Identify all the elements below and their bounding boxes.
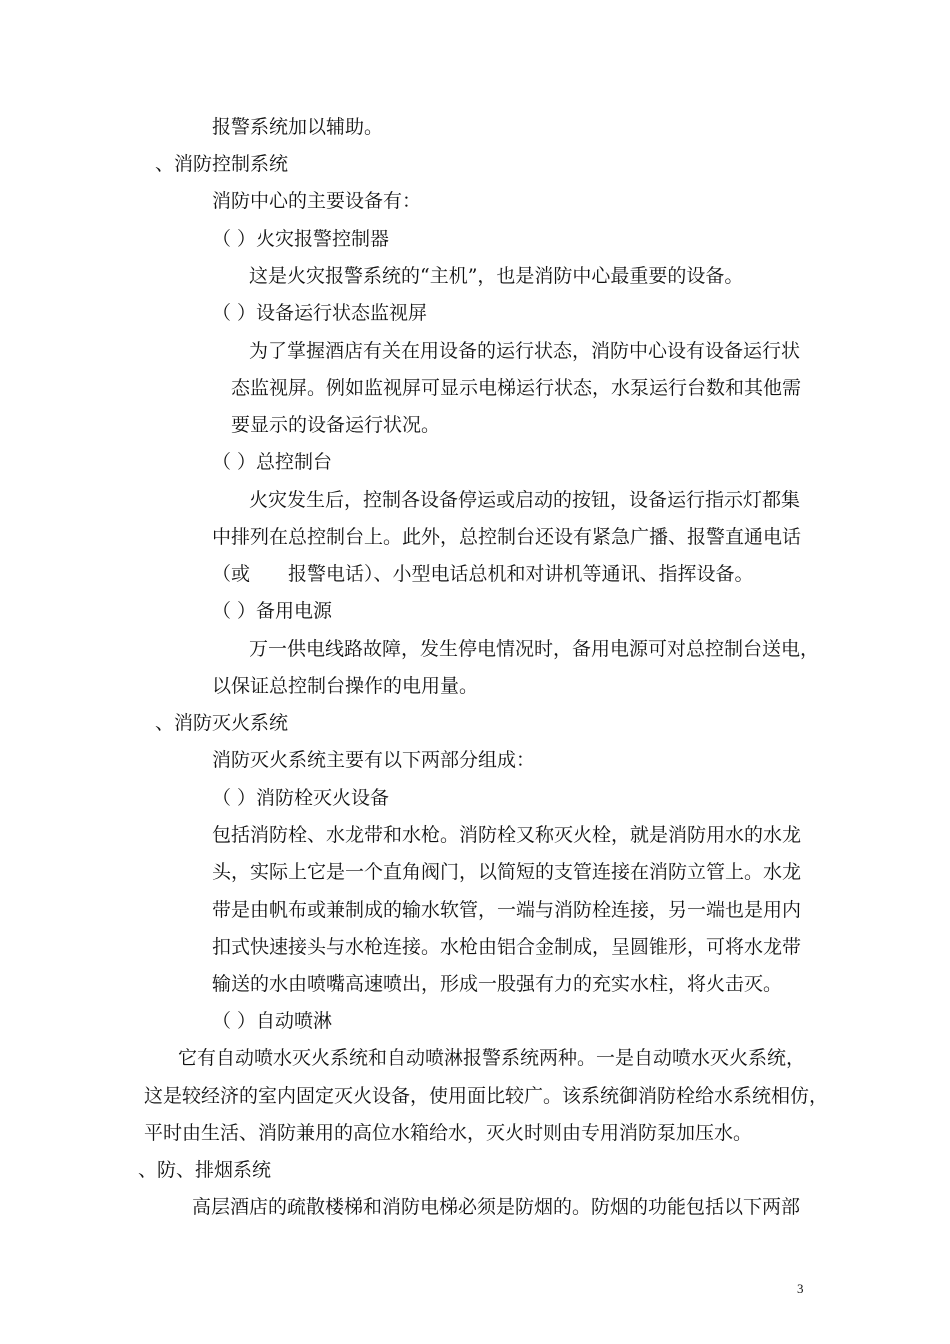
paragraph-line: 输送的水由喷嘴高速喷出，形成一股强有力的充实水柱，将火击灭。 <box>212 973 783 995</box>
paragraph-line: 要显示的设备运行状况。 <box>231 414 441 436</box>
section-heading: 、消防灭火系统 <box>155 712 289 734</box>
paragraph-line: 中排列在总控制台上。此外，总控制台还设有紧急广播、报警直通电话 <box>212 526 802 548</box>
paragraph-line: （或 报警电话）、小型电话总机和对讲机等通讯、指挥设备。 <box>212 563 754 585</box>
paragraph-line: 消防灭火系统主要有以下两部分组成： <box>212 749 536 771</box>
paragraph-line: 这是火灾报警系统的“主机”，也是消防中心最重要的设备。 <box>249 265 744 287</box>
section-heading: 、消防控制系统 <box>155 153 289 175</box>
subsection-heading: （ ）备用电源 <box>212 600 333 622</box>
subsection-heading: （ ）自动喷淋 <box>212 1010 333 1032</box>
section-heading: 、防、排烟系统 <box>138 1159 272 1181</box>
paragraph-line: 火灾发生后，控制各设备停运或启动的按钮，设备运行指示灯都集 <box>249 489 801 511</box>
subsection-heading: （ ）设备运行状态监视屏 <box>212 302 428 324</box>
paragraph-line: 高层酒店的疏散楼梯和消防电梯必须是防烟的。防烟的功能包括以下两部 <box>192 1196 801 1218</box>
paragraph-line: 这是较经济的室内固定灭火设备，使用面比较广。该系统御消防栓给水系统相仿， <box>144 1085 829 1107</box>
paragraph-line: 消防中心的主要设备有： <box>212 190 422 212</box>
paragraph-line: 以保证总控制台操作的电用量。 <box>212 675 479 697</box>
paragraph-line: 扣式快速接头与水枪连接。水枪由铝合金制成，呈圆锥形，可将水龙带 <box>212 936 802 958</box>
paragraph-line: 平时由生活、消防兼用的高位水箱给水，灭火时则由专用消防泵加压水。 <box>144 1122 753 1144</box>
page-number: 3 <box>797 1281 804 1296</box>
paragraph-line: 头，实际上它是一个直角阀门，以简短的支管连接在消防立管上。水龙 <box>212 861 802 883</box>
subsection-heading: （ ）火灾报警控制器 <box>212 228 390 250</box>
paragraph-line: 包括消防栓、水龙带和水枪。消防栓又称灭火栓，就是消防用水的水龙 <box>212 824 802 846</box>
paragraph-line: 万一供电线路故障，发生停电情况时，备用电源可对总控制台送电， <box>249 638 820 660</box>
subsection-heading: （ ）总控制台 <box>212 451 333 473</box>
paragraph-line: 带是由帆布或兼制成的输水软管，一端与消防栓连接，另一端也是用内 <box>212 899 802 921</box>
paragraph-line: 态监视屏。例如监视屏可显示电梯运行状态，水泵运行台数和其他需 <box>231 377 802 399</box>
subsection-heading: （ ）消防栓灭火设备 <box>212 787 390 809</box>
paragraph-line: 报警系统加以辅助。 <box>212 116 384 138</box>
paragraph-line: 它有自动喷水灭火系统和自动喷淋报警系统两种。一是自动喷水灭火系统， <box>178 1047 806 1069</box>
paragraph-line: 为了掌握酒店有关在用设备的运行状态，消防中心设有设备运行状 <box>249 340 801 362</box>
